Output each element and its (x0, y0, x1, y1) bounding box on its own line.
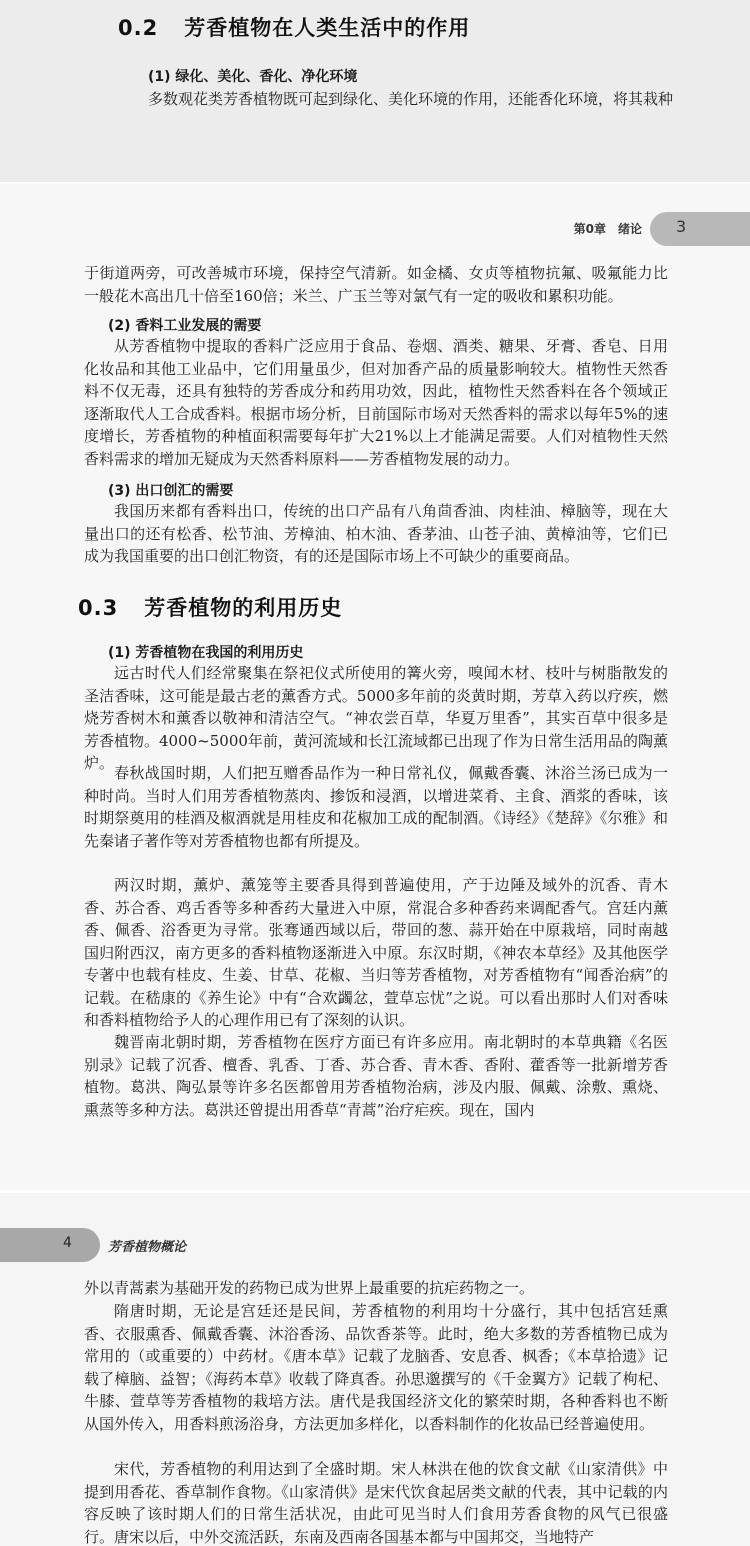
subheading: (1) 绿化、美化、香化、净化环境 (148, 69, 358, 85)
page-4 (0, 1193, 750, 1546)
subheading-2: (2) 香料工业发展的需要 (108, 318, 262, 334)
paragraph-3: 宋代，芳香植物的利用达到了全盛时期。宋人林洪在他的饮食文献《山家清供》中提到用香花、香草制作食物。《山家清供》是宋代饮食起居类文献的代表，其中记载的内容反映了该时期人们的日常生活状况，由此可见当时人们食用芳香食物的风气已很盛行。唐宋以后，中外交流活跃，东南及西南各国基本都与中国邦交，当地特产 (84, 1460, 668, 1546)
subheading-3: (3) 出口创汇的需要 (108, 483, 234, 499)
paragraph-4: 远古时代人们经常聚集在祭祀仪式所使用的篝火旁，嗅闻木材、枝叶与树脂散发的圣洁香味，这可能是最古老的薰香方式。5000多年前的炎黄时期，芳草入药以疗疾，燃烧芳香树木和薰香以敬神和清洁空气。“神农尝百草，华夏万里香”，其实百草中很多是芳香植物。4000~5000年前，黄河流域和长江流域都已出现了作为日常生活用品的陶薰炉。 (84, 664, 668, 772)
section-title: 芳香植物在人类生活中的作用 (184, 16, 471, 40)
page-fragment-top (0, 0, 750, 182)
section-title: 芳香植物的利用历史 (144, 596, 343, 620)
page-number: 3 (676, 217, 687, 236)
page-header (530, 212, 750, 242)
section-heading-0-2 (118, 12, 470, 42)
chapter-header: 第0章 绪论 (573, 222, 642, 236)
page-number-badge (650, 212, 750, 246)
paragraph-continued: 外以青蒿素为基础开发的药物已成为世界上最重要的抗疟药物之一。 (84, 1279, 535, 1297)
paragraph-3: 我国历来都有香料出口，传统的出口产品有八角茴香油、肉桂油、樟脑等，现在大量出口的还有松香、松节油、芳樟油、柏木油、香茅油、山苍子油、黄樟油等，它们已成为我国重要的出口创汇物资，有的还是国际市场上不可缺少的重要商品。 (84, 502, 668, 565)
paragraph-6: 两汉时期，薰炉、薰笼等主要香具得到普遍使用，产于边陲及域外的沉香、青木香、苏合香、鸡舌香等多种香药大量进入中原，常混合多种香药来调配香气。宫廷内薰香、佩香、浴香更为寻常。张骞通西域以后，带回的葱、蒜开始在中原栽培，同时南越国归附西汉，南方更多的香料植物逐渐进入中原。东汉时期，《神农本草经》及其他医学专著中也载有桂皮、生姜、甘草、花椒、当归等芳香植物，对芳香植物有“闻香治病”的记载。在嵇康的《养生论》中有“合欢蠲忿，萱草忘忧”之说。可以看出那时人们对香味和香料植物给予人的心理作用已有了深刻的认识。 (84, 876, 668, 1029)
section-heading-0-3 (78, 592, 342, 622)
book-title-header: 芳香植物概论 (108, 1240, 187, 1255)
page-number: 4 (63, 1235, 72, 1251)
paragraph-7: 魏晋南北朝时期，芳香植物在医疗方面已有许多应用。南北朝时的本草典籍《名医别录》记载了沉香、檀香、乳香、丁香、苏合香、青木香、香附、藿香等一批新增芳香植物。葛洪、陶弘景等许多名医都曾用芳香植物治病，涉及内服、佩戴、涂敷、熏烧、熏蒸等多种方法。葛洪还曾提出用香草“青蒿”治疗疟疾。现在，国内 (84, 1033, 668, 1119)
page-3 (0, 184, 750, 1190)
section-number: 0.3 (78, 596, 119, 620)
section-number: 0.2 (118, 16, 159, 40)
paragraph-2: 隋唐时期，无论是宫廷还是民间，芳香植物的利用均十分盛行，其中包括宫廷熏香、衣服熏香、佩戴香囊、沐浴香汤、品饮香茶等。此时，绝大多数的芳香植物已成为常用的（或重要的）中药材。《唐本草》记载了龙脑香、安息香、枫香；《本草拾遗》记载了樟脑、益智；《海药本草》收载了降真香。孙思邈撰写的《千金翼方》记载了枸杞、牛膝、萱草等芳香植物的栽培方法。唐代是我国经济文化的繁荣时期，各种香料也不断从国外传入，用香料煎汤浴身，方法更加多样化，以香料制作的化妆品已经普遍使用。 (84, 1302, 668, 1433)
paragraph-continued: 于街道两旁，可改善城市环境，保持空气清新。如金橘、女贞等植物抗氟、吸氟能力比一般花木高出几十倍至160倍；米兰、广玉兰等对氯气有一定的吸收和累积功能。 (84, 264, 668, 305)
subheading-4: (1) 芳香植物在我国的利用历史 (108, 645, 304, 661)
paragraph-5: 春秋战国时期，人们把互赠香品作为一种日常礼仪，佩戴香囊、沐浴兰汤已成为一种时尚。当时人们用芳香植物蒸肉、掺饭和浸酒，以增进菜肴、主食、酒浆的香味，该时期祭奠用的桂酒及椒酒就是用桂皮和花椒加工成的配制酒。《诗经》《楚辞》《尔雅》和先秦诸子著作等对芳香植物也都有所提及。 (84, 764, 668, 850)
page-number-badge (0, 1228, 100, 1262)
paragraph-2: 从芳香植物中提取的香料广泛应用于食品、卷烟、酒类、糖果、牙膏、香皂、日用化妆品和其他工业品中，它们用量虽少，但对加香产品的质量影响较大。植物性天然香料不仅无毒，还具有独特的芳香成分和药用功效，因此，植物性天然香料在各个领域正逐渐取代人工合成香料。根据市场分析，目前国际市场对天然香料的需求以每年5%的速度增长，芳香植物的种植面积需要每年扩大21%以上才能满足需要。人们对植物性天然香料需求的增加无疑成为天然香料原料——芳香植物发展的动力。 (84, 337, 668, 468)
paragraph: 多数观花类芳香植物既可起到绿化、美化环境的作用，还能香化环境，将其栽种 (148, 90, 674, 108)
